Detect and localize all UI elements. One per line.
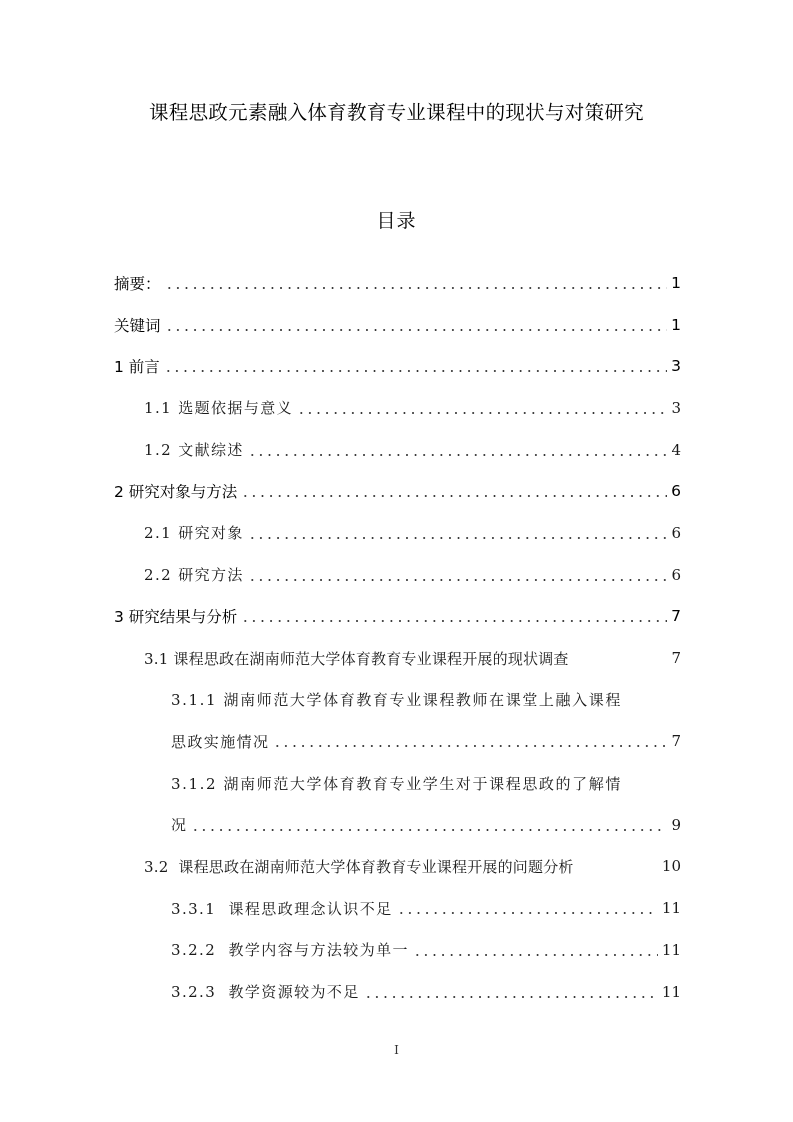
toc-entry-label-continued: 况	[171, 816, 188, 835]
toc-entry-3-1-1-line-1[interactable]	[114, 679, 681, 721]
dot-leader	[248, 524, 667, 542]
toc-heading: 目录	[376, 210, 417, 232]
page-number-footer: I	[394, 1043, 399, 1057]
toc-entry-1-1[interactable]	[114, 387, 681, 429]
toc-entry-label: 摘要：	[114, 274, 161, 293]
toc-entry-label: 3.2.3 教学资源较为不足	[171, 983, 360, 1002]
toc-entry-page: 7	[671, 607, 681, 626]
toc-entry-page: 3	[671, 398, 681, 417]
toc-entry-page: 7	[671, 732, 681, 751]
toc-entry-3-1-2-line-1[interactable]	[114, 762, 681, 804]
toc-entry-page: 7	[671, 649, 681, 668]
toc-entry-label: 1.1 选题依据与意义	[144, 399, 294, 418]
toc-entry-label: 3.1.1 湖南师范大学体育教育专业课程教师在课堂上融入课程	[171, 691, 622, 710]
toc-entry-page: 11	[661, 899, 681, 918]
toc-entry-page: 6	[671, 565, 681, 584]
toc-entry-3-1-2-line-2[interactable]	[114, 804, 681, 846]
toc-entry-2-1[interactable]	[114, 512, 681, 554]
dot-leader	[364, 983, 658, 1001]
toc-entry-label: 3.2 课程思政在湖南师范大学体育教育专业课程开展的问题分析	[144, 857, 574, 876]
toc-entry-page: 1	[671, 273, 681, 292]
toc-entry-page: 4	[671, 440, 681, 459]
toc-entry-page: 1	[671, 315, 681, 334]
toc-entry-label: 3.1 课程思政在湖南师范大学体育教育专业课程开展的现状调查	[144, 649, 569, 668]
toc-entry-label: 关键词	[114, 316, 161, 335]
dot-leader	[248, 441, 667, 459]
toc-entry-page: 3	[671, 357, 681, 376]
dot-leader	[165, 316, 667, 334]
toc-entry-3-1[interactable]	[114, 637, 681, 679]
toc-entry-3-3-1[interactable]	[114, 887, 681, 929]
toc-entry-page: 11	[661, 982, 681, 1001]
dot-leader	[297, 399, 667, 417]
toc-entry-label: 3.1.2 湖南师范大学体育教育专业学生对于课程思政的了解情	[171, 774, 622, 793]
toc-entry-label: 1 前言	[114, 358, 160, 377]
document-title: 课程思政元素融入体育教育专业课程中的现状与对策研究	[148, 101, 644, 124]
toc-entry-label: 3.2.2 教学内容与方法较为单一	[171, 941, 409, 960]
dot-leader	[241, 482, 667, 500]
toc-entry-page: 10	[661, 857, 681, 876]
toc-entry-page: 9	[671, 815, 681, 834]
toc-entry-label-continued: 思政实施情况	[171, 732, 270, 751]
toc-entry-page: 11	[661, 940, 681, 959]
toc-entry-label: 3.3.1 课程思政理念认识不足	[171, 899, 393, 918]
toc-entry-3-2[interactable]	[114, 846, 681, 888]
dot-leader	[273, 732, 667, 750]
toc-entry-page: 6	[671, 482, 681, 501]
toc-entry-page: 6	[671, 523, 681, 542]
toc-entry-3-1-1-line-2[interactable]	[114, 721, 681, 763]
dot-leader	[397, 899, 658, 917]
toc-entry-1[interactable]	[114, 345, 681, 387]
toc-entry-3-2-2[interactable]	[114, 929, 681, 971]
toc-entry-keywords[interactable]	[114, 304, 681, 346]
toc-entry-abstract[interactable]	[114, 262, 681, 304]
dot-leader	[191, 816, 667, 834]
toc-entry-1-2[interactable]	[114, 429, 681, 471]
table-of-contents	[114, 262, 681, 1012]
toc-entry-label: 2.1 研究对象	[144, 524, 244, 543]
toc-entry-2[interactable]	[114, 470, 681, 512]
toc-entry-label: 2.2 研究方法	[144, 566, 244, 585]
toc-entry-3-2-3[interactable]	[114, 971, 681, 1013]
dot-leader	[413, 941, 658, 959]
dot-leader	[248, 566, 667, 584]
toc-entry-2-2[interactable]	[114, 554, 681, 596]
toc-entry-label: 2 研究对象与方法	[114, 483, 238, 502]
dot-leader	[165, 274, 667, 292]
dot-leader	[164, 357, 667, 375]
toc-entry-3[interactable]	[114, 596, 681, 638]
dot-leader	[241, 607, 667, 625]
toc-entry-label: 3 研究结果与分析	[114, 608, 238, 627]
toc-entry-label: 1.2 文献综述	[144, 441, 244, 460]
